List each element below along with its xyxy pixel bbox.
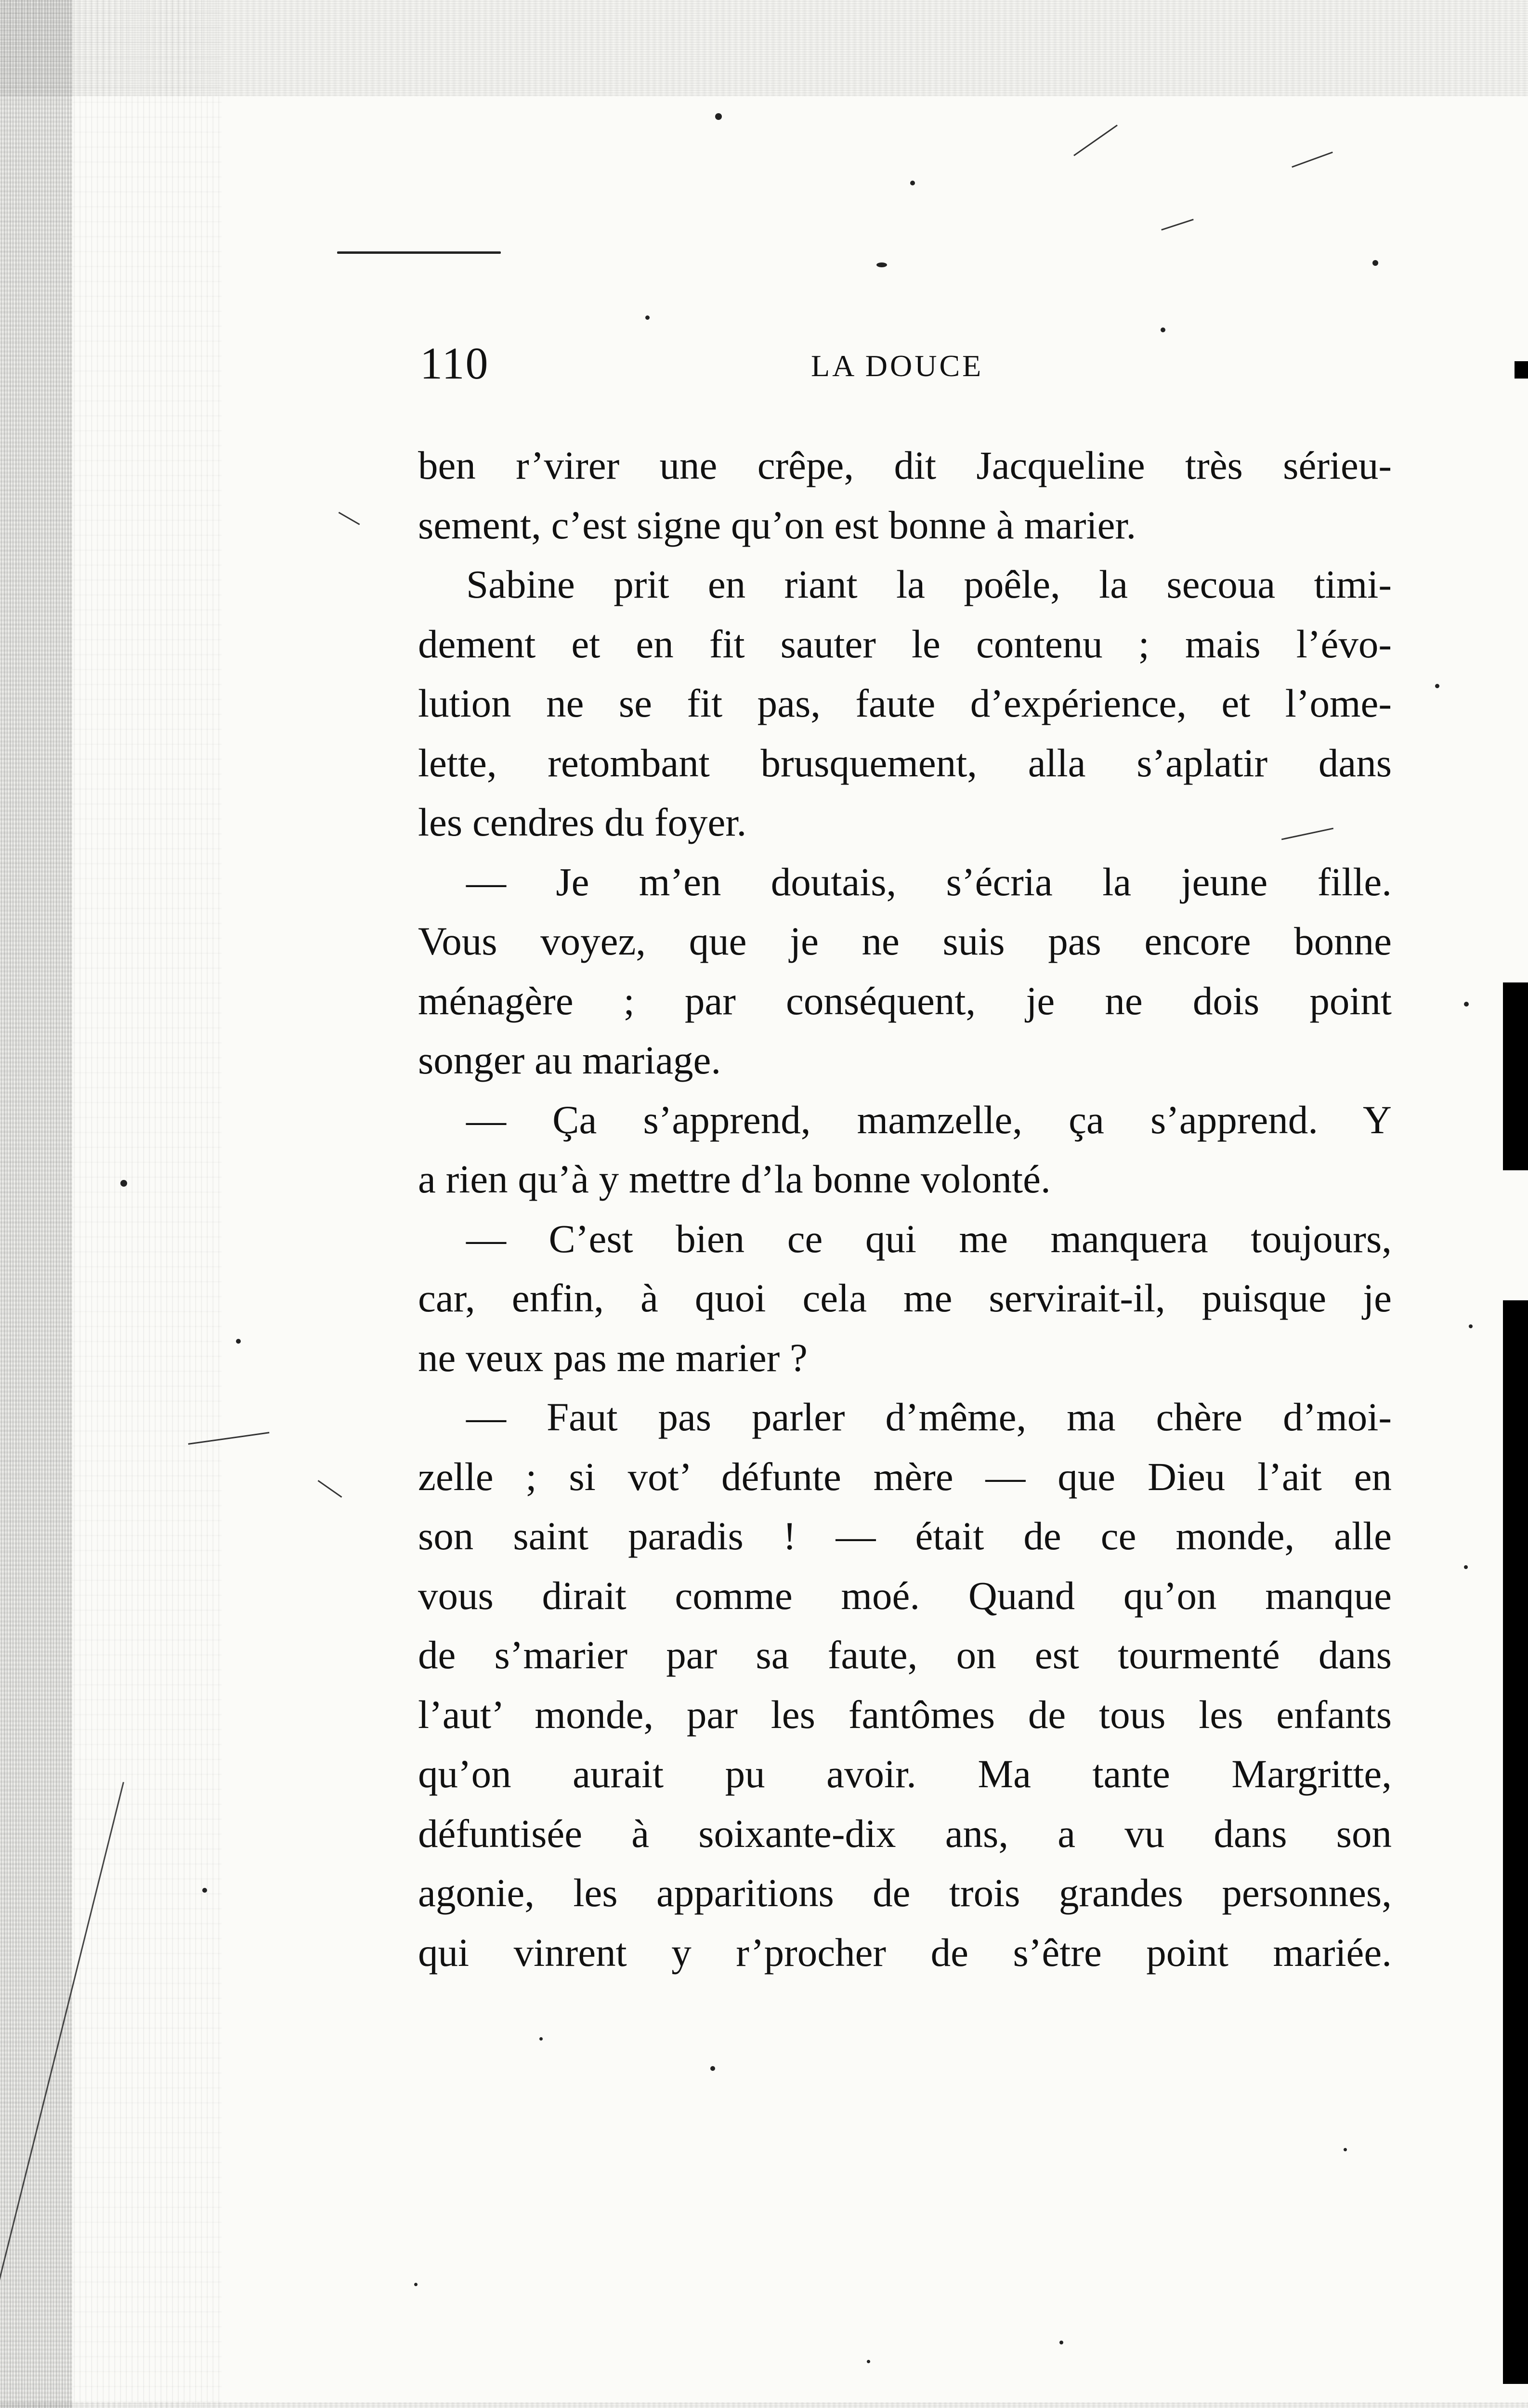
text-line: les cendres du foyer. bbox=[418, 800, 747, 844]
scan-speck bbox=[202, 1888, 207, 1893]
text-line: de s’marier par sa faute, on est tourmenté dans bbox=[418, 1633, 1392, 1677]
text-line: zelle ; si vot’ défunte mère — que Dieu l’ait en bbox=[418, 1454, 1392, 1499]
text-line: défuntisée à soixante-dix ans, a vu dans son bbox=[418, 1811, 1392, 1856]
scan-speck bbox=[1344, 2148, 1347, 2151]
scan-speck bbox=[1161, 327, 1165, 332]
text-line: l’aut’ monde, par les fantômes de tous les enfants bbox=[418, 1692, 1392, 1737]
text-line: qui vinrent y r’procher de s’être point mariée. bbox=[418, 1930, 1392, 1975]
text-line: Sabine prit en riant la poêle, la secoua timi- bbox=[466, 562, 1392, 606]
page-number: 110 bbox=[420, 339, 489, 389]
scan-speck bbox=[715, 113, 722, 120]
scan-speck bbox=[1464, 1002, 1469, 1007]
scan-edge-mark bbox=[1515, 361, 1528, 379]
scan-speck bbox=[1372, 260, 1378, 266]
running-head bbox=[420, 337, 1407, 390]
text-line: ne veux pas me marier ? bbox=[418, 1335, 808, 1380]
scan-speck bbox=[645, 315, 650, 320]
scan-edge-top bbox=[0, 0, 1528, 96]
text-line: son saint paradis ! — était de ce monde, alle bbox=[418, 1514, 1392, 1558]
scan-speck bbox=[1059, 2341, 1063, 2344]
text-line: sement, c’est signe qu’on est bonne à marier. bbox=[418, 502, 1136, 547]
scan-speck bbox=[539, 2037, 543, 2041]
scan-speck bbox=[236, 1339, 241, 1344]
text-line: dement et en fit sauter le contenu ; mais l’évo- bbox=[418, 621, 1392, 666]
scan-speck bbox=[1435, 684, 1439, 688]
scan-scratch bbox=[339, 512, 360, 525]
body-text bbox=[418, 436, 1392, 1982]
scan-scratch bbox=[1073, 125, 1118, 157]
scan-speck bbox=[1464, 1565, 1468, 1569]
text-line: songer au mariage. bbox=[418, 1038, 721, 1082]
text-line: — C’est bien ce qui me manquera toujours, bbox=[466, 1216, 1392, 1261]
text-line: qu’on aurait pu avoir. Ma tante Margritte, bbox=[418, 1752, 1392, 1796]
scan-speck bbox=[710, 2066, 715, 2071]
scan-speck bbox=[910, 181, 915, 185]
text-line: ben r’virer une crêpe, dit Jacqueline très sérieu- bbox=[418, 443, 1392, 487]
text-line: lution ne se fit pas, faute d’expérience, et l’ome- bbox=[418, 681, 1392, 725]
scan-speck bbox=[876, 262, 887, 267]
text-line: ménagère ; par conséquent, je ne dois point bbox=[418, 978, 1392, 1023]
scan-edge-bar bbox=[1503, 982, 1528, 1170]
scan-speck bbox=[867, 2360, 870, 2363]
scan-speck bbox=[414, 2283, 418, 2286]
scan-edge-left-dark bbox=[0, 0, 72, 2408]
scan-speck bbox=[1469, 1324, 1473, 1328]
text-line: — Ça s’apprend, mamzelle, ça s’apprend. Y bbox=[466, 1097, 1392, 1142]
text-line: — Faut pas parler d’même, ma chère d’moi- bbox=[466, 1395, 1392, 1439]
text-line: a rien qu’à y mettre d’la bonne volonté. bbox=[418, 1157, 1051, 1201]
ink-rule bbox=[337, 251, 501, 254]
text-line: lette, retombant brusquement, alla s’aplatir dans bbox=[418, 740, 1392, 785]
text-line: vous dirait comme moé. Quand qu’on manque bbox=[418, 1573, 1392, 1618]
scan-scratch bbox=[1161, 219, 1194, 230]
text-line: agonie, les apparitions de trois grandes personnes, bbox=[418, 1871, 1392, 1915]
scan-edge-bottom bbox=[0, 2402, 1528, 2408]
scan-scratch bbox=[318, 1480, 342, 1498]
text-line: car, enfin, à quoi cela me servirait-il, puisque je bbox=[418, 1276, 1392, 1320]
text-line: Vous voyez, que je ne suis pas encore bonne bbox=[418, 919, 1392, 963]
running-title: LA DOUCE bbox=[811, 349, 984, 383]
scan-scratch bbox=[1292, 152, 1333, 168]
text-line: — Je m’en doutais, s’écria la jeune fille. bbox=[466, 859, 1392, 904]
scan-edge-bar bbox=[1503, 1300, 1528, 2384]
scan-speck bbox=[120, 1180, 127, 1187]
